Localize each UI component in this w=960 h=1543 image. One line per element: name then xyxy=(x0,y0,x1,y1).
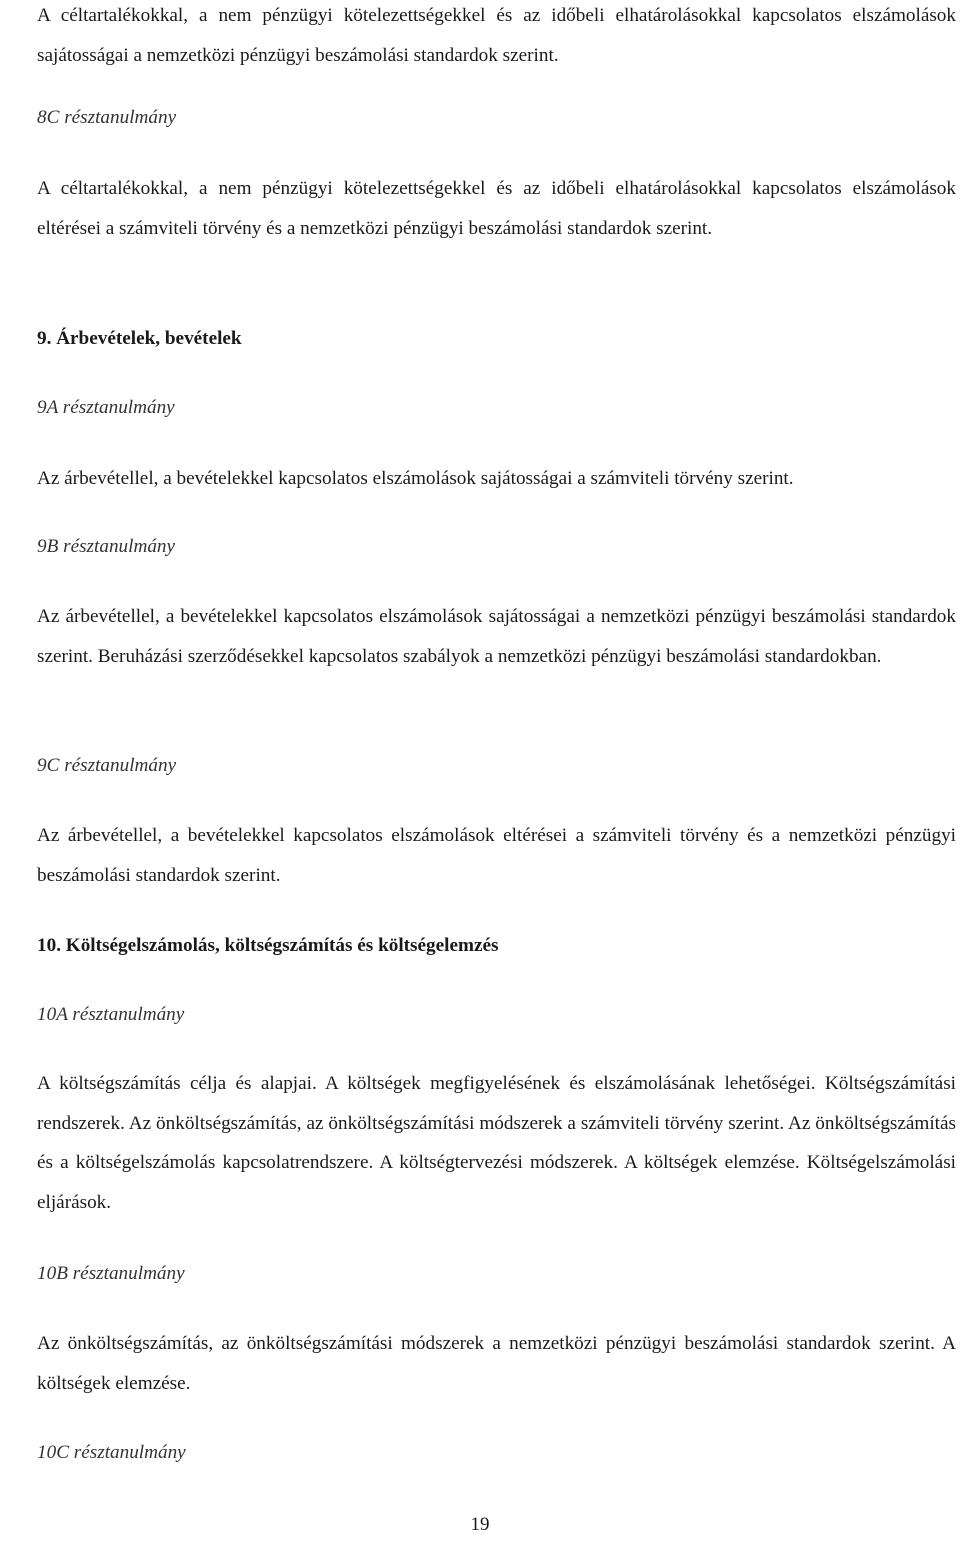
paragraph-9a-text: Az árbevétellel, a bevételekkel kapcsolatos elszámolások sajátosságai a számviteli törvény szerint. xyxy=(37,468,794,489)
subheading-9b: 9B résztanulmány xyxy=(37,536,176,557)
subheading-8c: 8C résztanulmány xyxy=(37,107,177,128)
subheading-9a: 9A résztanulmány xyxy=(37,397,175,418)
paragraph-10a-text: A költségszámítás célja és alapjai. A költségek megfigyelésének és elszámolásának lehetőségei. Költségszámítási rendszerek. Az önköltségszámítás, az önköltségszámítási módszerek a számviteli törvény szerint. Az önköltségszámítás és a költségelszámolás kapcsolatrendszere. A költségtervezési módszerek. A költségek elemzése. Költségelszámolási eljárások. xyxy=(37,1073,956,1213)
paragraph-9c-text: Az árbevétellel, a bevételekkel kapcsolatos elszámolások eltérései a számviteli törvény és a nemzetközi pénzügyi beszámolási standardok szerint. xyxy=(37,825,956,886)
paragraph-8b-text: A céltartalékokkal, a nem pénzügyi kötelezettségekkel és az időbeli elhatárolásokkal kapcsolatos elszámolások sajátosságai a nemzetközi pénzügyi beszámolási standardok szerint. xyxy=(37,5,956,66)
paragraph-10b-text: Az önköltségszámítás, az önköltségszámítási módszerek a nemzetközi pénzügyi beszámolási standardok szerint. A költségek elemzése. xyxy=(37,1333,956,1394)
paragraph-9b-text: Az árbevétellel, a bevételekkel kapcsolatos elszámolások sajátosságai a nemzetközi pénzügyi beszámolási standardok szerint. Beruházási szerződésekkel kapcsolatos szabályok a nemzetközi pénzügyi beszámolási standardokban. xyxy=(37,606,956,667)
section-heading-10: 10. Költségelszámolás, költségszámítás és költségelemzés xyxy=(37,935,499,956)
subheading-9c: 9C résztanulmány xyxy=(37,755,177,776)
section-heading-9: 9. Árbevételek, bevételek xyxy=(37,328,242,349)
subheading-10b: 10B résztanulmány xyxy=(37,1263,185,1284)
subheading-10a: 10A résztanulmány xyxy=(37,1004,185,1025)
subheading-10c: 10C résztanulmány xyxy=(37,1442,186,1463)
page-number: 19 xyxy=(470,1514,490,1535)
paragraph-8c-text: A céltartalékokkal, a nem pénzügyi kötelezettségekkel és az időbeli elhatárolásokkal kapcsolatos elszámolások eltérései a számviteli törvény és a nemzetközi pénzügyi beszámolási standardok szerint. xyxy=(37,178,956,239)
